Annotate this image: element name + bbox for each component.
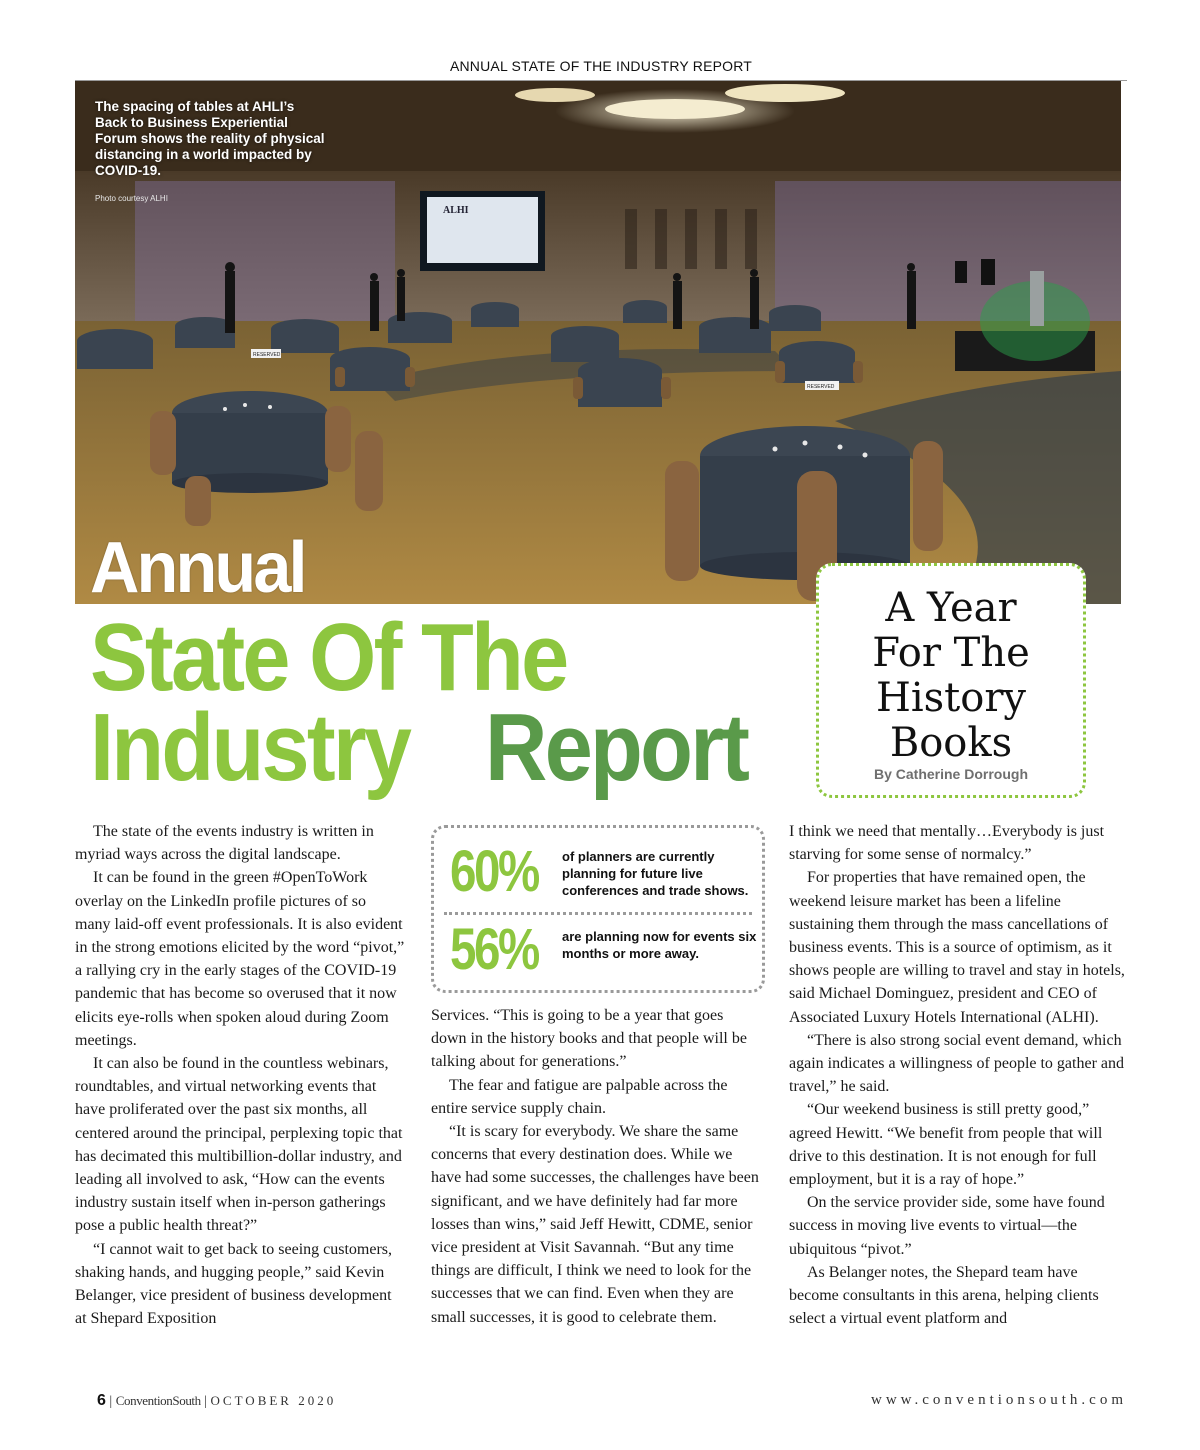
footer-separator: |	[109, 1394, 113, 1409]
stat-item	[450, 917, 757, 982]
website-url: www.conventionsouth.com	[870, 1392, 1127, 1408]
headline-report: Report	[485, 694, 748, 801]
paragraph: “There is also strong social event demand, which again indicates a willingness of people to gather and travel,” he said.	[789, 1031, 1125, 1096]
stat-value: 56%	[450, 917, 538, 982]
paragraph: The state of the events industry is written in myriad ways across the digital landscape.	[75, 823, 374, 864]
page-number: 6	[97, 1392, 106, 1409]
footer-folio	[97, 1392, 336, 1410]
paragraph: For properties that have remained open, the weekend leisure market has been a lifeline sustaining them through the mass cancellations of business events. This is a source of optimism, as it shows people are willing to travel and stay in hotels, said Michael Dominguez, president and CEO of Associated Luxury Hotels International (ALHI).	[789, 869, 1125, 1026]
subhead-line-1: A Year	[885, 585, 1017, 631]
body-column-1	[75, 820, 405, 1330]
stats-box	[431, 825, 765, 993]
subhead-line-4: Books	[889, 720, 1013, 766]
stat-description: are planning now for events six months or more away.	[562, 929, 757, 961]
byline: By Catherine Dorrough	[873, 766, 1028, 782]
stat-item	[450, 839, 750, 904]
issue-date: OCTOBER 2020	[210, 1393, 337, 1408]
paragraph: Services. “This is going to be a year that goes down in the history books and that people will be talking about for generations.”	[431, 1007, 747, 1071]
subhead-box	[816, 563, 1086, 798]
footer-separator: |	[204, 1394, 208, 1409]
paragraph: It can also be found in the countless webinars, roundtables, and virtual networking events that have proliferated over the past six months, all centered around the principal, perplexing topic that has decimated this multibillion-dollar industry, and leading all involved to ask, “How can the events industry sustain itself when in-person gatherings pose a public health threat?”	[75, 1055, 403, 1235]
stat-description: of planners are currently planning for future live conferences and trade shows.	[562, 849, 749, 898]
magazine-name: ConventionSouth	[115, 1393, 201, 1408]
screen-logo: ALHI	[443, 205, 469, 216]
subhead-title	[819, 586, 1083, 766]
body-column-2	[431, 1004, 761, 1329]
stats-divider	[444, 912, 752, 915]
paragraph: “I cannot wait to get back to seeing customers, shaking hands, and hugging people,” said Kevin Belanger, vice president of business development at Shepard Exposition	[75, 1240, 393, 1328]
paragraph: As Belanger notes, the Shepard team have become consultants in this arena, helping clients select a virtual event platform and	[789, 1263, 1099, 1328]
body-column-3	[789, 820, 1127, 1330]
paragraph: On the service provider side, some have found success in moving live events to virtual—the ubiquitous “pivot.”	[789, 1194, 1105, 1258]
photo-credit: Photo courtesy ALHI	[95, 194, 168, 203]
paragraph: It can be found in the green #OpenToWork overlay on the LinkedIn profile pictures of so many laid-off event professionals. It is also evident in the strong emotions elicited by the word “pivot,” a rallying cry in the early stages of the COVID-19 pandemic that has become so overused that it now elicits eye-rolls when spoken aloud during Zoom meetings.	[75, 869, 405, 1049]
reserved-sign-2: RESERVED	[807, 384, 835, 390]
paragraph: “It is scary for everybody. We share the same concerns that every destination does. While we have had some successes, the challenges have been significant, and we have definitely had far more losses than wins,” said Jeff Hewitt, CDME, senior vice president at Visit Savannah. “But any time things are difficult, I think we need to look for the successes that we can find. Even when they are small successes, it is good to celebrate them.	[431, 1123, 759, 1326]
stat-value: 60%	[450, 839, 538, 904]
headline-industry: Industry	[90, 694, 410, 801]
paragraph: “Our weekend business is still pretty good,” agreed Hewitt. “We benefit from people that will drive to this destination. It is not enough for full employment, but it is a ray of hope.”	[789, 1101, 1103, 1189]
subhead-line-2: For The	[872, 630, 1030, 676]
headline-annual: Annual	[90, 528, 305, 608]
running-head: ANNUAL STATE OF THE INDUSTRY REPORT	[449, 58, 753, 74]
photo-caption: The spacing of tables at AHLI’s Back to Business Experiential Forum shows the reality of physical distancing in a world impacted by COVID-19.	[95, 99, 325, 178]
subhead-line-3: History	[875, 675, 1027, 721]
reserved-sign-1: RESERVED	[253, 352, 281, 358]
headline-state-of-the: State Of The	[90, 604, 567, 711]
paragraph: I think we need that mentally…Everybody is just starving for some sense of normalcy.”	[789, 823, 1105, 864]
paragraph: The fear and fatigue are palpable across the entire service supply chain.	[431, 1076, 728, 1117]
